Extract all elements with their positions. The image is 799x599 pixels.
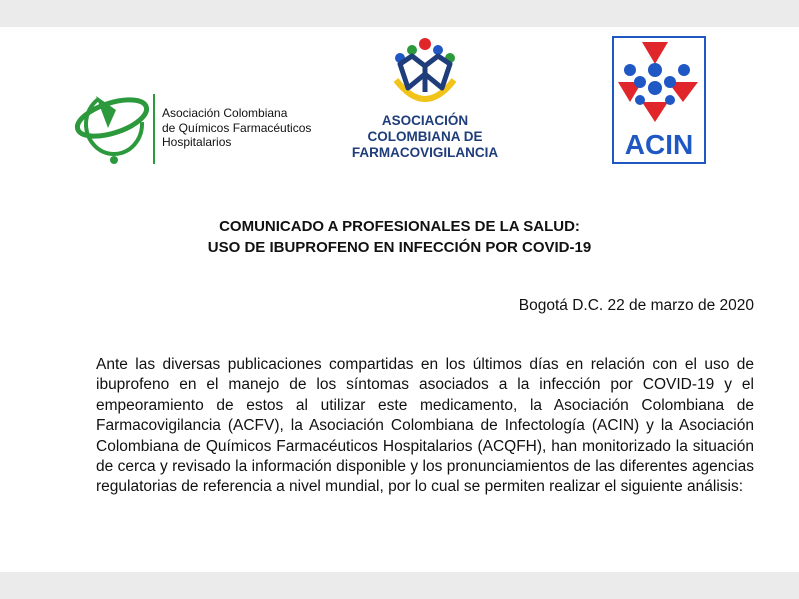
acfv-name-line1: ASOCIACIÓN: [381, 113, 469, 128]
acin-emblem-icon: [612, 36, 706, 164]
acqfh-logo: [72, 66, 332, 170]
acin-logo: [612, 36, 706, 164]
title-line1: COMUNICADO A PROFESIONALES DE LA SALUD:: [219, 218, 580, 235]
acfv-name-line3: FARMACOVIGILANCIA: [351, 145, 499, 160]
acqfh-name-line2: de Químicos Farmacéuticos: [162, 120, 312, 135]
acqfh-name-line3: Hospitalarios: [162, 135, 232, 149]
intro-paragraph: Ante las diversas publicaciones compartidas en los últimos días en relación con el uso de ibuprofeno en el manejo de los síntomas asociados a la infección por COVID-19 y el empeoramiento de estos al utilizar este medicamento, la Asociación Colombiana de Farmacovigilancia (ACFV), la Asociación Colombiana de Infectología (ACIN) y la Asociación Colombiana de Químicos Farmacéuticos Hospitalarios (ACQFH), han monitorizado la situación de cerca y revisado la información disponible y los pronunciamientos de las diferentes agencias regulatorias de referencia a nivel mundial, por lo cual se permiten realizar el siguiente análisis:: [96, 356, 754, 496]
title-line2: USO DE IBUPROFENO EN INFECCIÓN POR COVID-19: [207, 239, 592, 256]
page-title: [0, 216, 799, 258]
acin-name: ACIN: [624, 129, 694, 160]
document-date: Bogotá D.C. 22 de marzo de 2020: [518, 297, 754, 314]
acfv-logo: [340, 36, 510, 171]
acqfh-emblem-icon: [72, 66, 162, 170]
acfv-name-line2: COLOMBIANA DE: [367, 129, 483, 144]
acfv-figures-icon: [390, 36, 460, 108]
acqfh-name-line1: Asociación Colombiana: [162, 106, 288, 120]
